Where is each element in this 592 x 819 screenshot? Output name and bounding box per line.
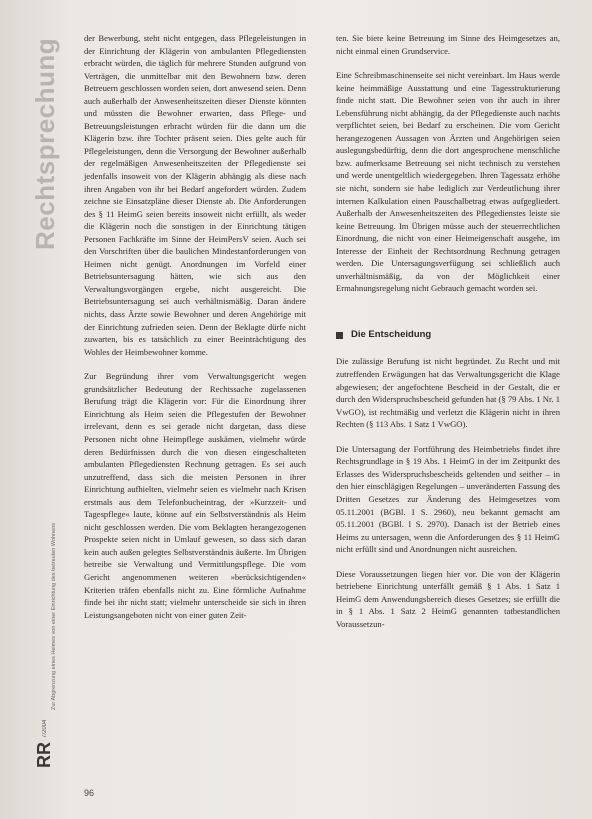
right-column [336, 32, 560, 642]
section-heading [336, 329, 560, 342]
paragraph: Zur Begründung ihrer vom Verwaltungsgericht wegen grundsätzlicher Bedeutung der Rechtssache zugelassenen Berufung trägt die Klägerin vor: Für die Einordnung ihrer Einrichtung als Heim seien die Pflegestufen der Bewohner irrelevant, denn es sei gerade nicht dargetan, dass diese Personen nicht ohne Heimpflege auskämen, vielmehr würde deren Bedürfnissen durch die von diesen eingeschalteten ambulanten Pflegediensten Rechnung getragen. Es sei auch unzutreffend, dass sich die meisten Personen in ihrer Einrichtung aufhielten, vielmehr seien es vielmehr nach Krisen erstmals aus dem Telefonbucheintrag, der »Kurzzeit- und Tagespflege« laute, könne auf ein Selbstverständnis als Heim nicht geschlossen werden. Die vom Beklagten herangezogenen Prospekte seien nicht in Umlauf gewesen, so dass sich daran kein auch außen gelegtes Selbstverständnis äußerte. Im Übrigen betreibe sie Verwaltung und Vermittlungspflege. Die vom Gericht angenommenen weiteren »berücksichtigenden« Kriterien träfen ebenfalls nicht zu. Eine förmliche Aufnahme finde bei ihr nicht statt; vielmehr unterscheide sie sich in ihren Leistungsangeboten nicht von einer guten Zeit- [84, 371, 306, 620]
paragraph: Eine Schreibmaschinenseite sei nicht vereinbart. Im Haus werde keine heimmäßige Ausstattung und eine Tagesstrukturierung finde nicht statt. Die Bewohner seien von ihr auch in ihrer Lebensführung nicht abhängig, da der Pflegedienste auch nachts verpflichtet seien, bei Bedarf zu erscheinen. Die vom Gericht herangezogenen Aussagen von Ärzten und Angehörigen seien auslegungsbedürftig, denn die dort angesprochene menschliche bzw. aufmerksame Betreuung sei nicht technisch zu verstehen und werde unentgeltlich wiedergegeben. Ihren Tagessatz erhöhe sie nicht, sondern sie habe lediglich zur Verdeutlichung ihrer internen Kalkulation einen Pauschalbetrag etwas aufgegliedert. Außerhalb der Anwesenheitszeiten des Pflegedienstes leiste sie keine Betreuung. Im Übrigen müsse auch der steuerrechtlichen Einordnung, die nicht von einer Heimeigenschaft ausgehe, im Interesse der Einheit der Rechtsordnung Rechnung getragen werden. Die Untersagungsverfügung sei schließlich auch unverhältnismäßig, da von der Möglichkeit einer Ermahnungsregelung nicht Gebrauch gemacht worden sei. [336, 70, 560, 294]
left-column [84, 32, 306, 633]
paragraph: Diese Voraussetzungen liegen hier vor. Die von der Klägerin betriebene Einrichtung unterfällt gemäß § 1 Abs. 1 Satz 1 HeimG dem Anwendungsbereich dieses Gesetzes; sie erfüllt die in § 1 Abs. 1 Satz 2 HeimG genannten tatbestandlichen Voraussetzun- [336, 568, 560, 629]
paragraph: Die zulässige Berufung ist nicht begründet. Zu Recht und mit zutreffenden Erwägungen hat das Verwaltungsgericht die Klage abgewiesen; der angefochtene Bescheid in der Gestalt, die er durch den Widerspruchsbescheid gefunden hat (§ 79 Abs. 1 Nr. 1 VwGO), ist rechtmäßig und verletzt die Klägerin nicht in ihren Rechten (§ 113 Abs. 1 Satz 1 VwGO). [336, 356, 560, 430]
paragraph: der Bewerbung, steht nicht entgegen, dass Pflegeleistungen in der Einrichtung der Klägerin von ambulanten Pflegediensten erbracht würden, die täglich für mehrere Stunden aufgrund von Verträgen, die unmittelbar mit den Bewohnern bzw. deren Betreuern geschlossen worden seien, dort anwesend seien. Denn auch außerhalb der Anwesenheitszeiten dieser Dienste könnten und müssten die Bewohner erwarten, dass Pflege- und Betreuungsleistungen erbracht würden für die dann um die Klägerin bzw. ihre Tochter präsent seien. Dies gelte auch für Pflegeleistungen, denn die Versorgung der Bewohner außerhalb der regelmäßigen Anwesenheitszeiten der Pflegedienste sei jedenfalls insoweit von der Klägerin abhängig als diese nach ihren Angaben von ihr bei Bedarf angefordert würden. Zudem zeichne sie Einsatzpläne dieser Dienste ab. Die Anforderungen des § 11 HeimG seien bereits insoweit nicht erfüllt, als weder die Klägerin noch die sonstigen in der Einrichtung tätigen Personen Fachkräfte im Sinne der HeimPersV seien. Auch sei den Vorschriften über die baulichen Mindestanforderungen von Heimen nicht genügt. Anordnungen im Vorfeld einer Betriebsuntersagung hätten, wie sich aus den Verwaltungsvorgängen ergebe, nicht ausgereicht. Die Betriebsuntersagung sei auch verhältnismäßig. Daran ändere nichts, dass Ärzte sowie Bewohner und deren Angehörige mit der Einrichtung zufrieden seien. Denn der Beklagte dürfe nicht zuwarten, bis es tatsächlich zu einer Beeinträchtigung des Wohles der Heimbewohner komme. [84, 33, 306, 357]
square-bullet-icon [336, 332, 343, 339]
issue-number: 7/2004 [42, 719, 48, 738]
paragraph: Die Untersagung der Fortführung des Heimbetriebs findet ihre Rechtsgrundlage in § 19 Abs. 1 HeimG in der im Zeitpunkt des Erlasses des Widerspruchsbescheids geltenden und seither – in den hier einschlägigen Regelungen – unveränderten Fassung des Dritten Gesetzes zur Änderung des Heimgesetzes vom 05.11.2001 (BGBl. I S. 2960), neu bekannt gemacht am 05.11.2001 (BGBl. I S. 2970). Danach ist der Betrieb eines Heims zu untersagen, wenn die Anforderungen des § 11 HeimG nicht erfüllt sind und Anordnungen nicht ausreichen. [336, 443, 560, 555]
page-number: 96 [84, 788, 95, 798]
paragraph: ten. Sie biete keine Betreuung im Sinne des Heimgesetzes an, nicht einmal einen Grundservice. [336, 33, 560, 56]
section-heading-text: Die Entscheidung [351, 328, 432, 340]
section-title: Rechtsprechung [30, 37, 60, 250]
journal-logo: RR [34, 742, 54, 768]
running-reference: Zur Abgrenzung eines Heimes von einer Einrichtung des betreuten Wohnens [51, 522, 57, 710]
